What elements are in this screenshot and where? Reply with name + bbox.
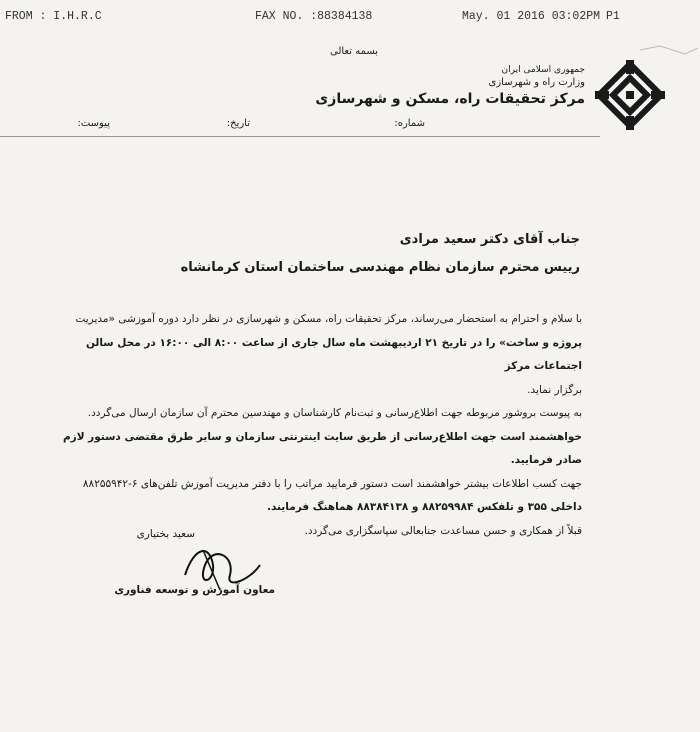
body-line: با سلام و احترام به استحضار می‌رساند، مرکز تحقیقات راه، مسکن و شهرسازی در نظر دارد دوره آموزشی «مدیریت (75, 313, 582, 325)
number-label: شماره: (394, 118, 425, 129)
ministry-country: جمهوری اسلامی ایران (501, 65, 585, 75)
recipient-name: جناب آقای دکتر سعید مرادی (399, 232, 580, 247)
ministry-header (315, 64, 585, 109)
body-line: خواهشمند است جهت اطلاع‌رسانی از طریق سایت اینترنتی سازمان و سایر طرق مقتضی دستور لازم صادر فرمایید. (62, 430, 582, 466)
fax-page: P1 (606, 10, 620, 23)
body-line: قبلاً از همکاری و حسن مساعدت جنابعالی سپاسگزاری می‌گردد. (304, 524, 582, 537)
recipient-title: رییس محترم سازمان نظام مهندسی ساختمان استان کرمانشاه (180, 260, 580, 275)
center-name: مرکز تحقیقات راه، مسکن و شهرسازی (315, 91, 585, 107)
body-line: پروژه و ساخت» را در تاریخ ۲۱ اردیبهشت ماه سال جاری از ساعت ۸:۰۰ الی ۱۶:۰۰ در محل سالن اجتماعات مرکز (85, 336, 582, 372)
fax-number: FAX NO. :88384138 (255, 10, 373, 23)
letter-body (62, 308, 582, 543)
letter-meta-row (35, 114, 595, 137)
body-line: برگزار نماید. (527, 383, 582, 396)
signatory-name: سعید بختیاری (136, 528, 195, 540)
attachment-label: پیوست: (77, 118, 110, 129)
center-logo-icon (595, 60, 665, 130)
ministry-name: وزارت راه و شهرسازی (488, 77, 585, 88)
date-label: تاریخ: (226, 118, 250, 129)
fax-datetime: May. 01 2016 03:02PM (462, 10, 601, 23)
body-line: به پیوست بروشور مربوطه جهت اطلاع‌رسانی و ثبت‌نام کارشناسان و مهندسین محترم آن سازمان ارسال می‌گردد. (87, 407, 582, 419)
fax-header (0, 8, 700, 26)
fax-from: FROM : I.H.R.C (5, 10, 102, 23)
basmala: بسمه تعالی (330, 46, 379, 57)
header-divider (0, 136, 600, 137)
body-line: جهت کسب اطلاعات بیشتر خواهشمند است دستور فرمایید مراتب را با دفتر مدیریت آموزش تلفن‌های ۶-۸۸۲۵۵۹۴۲ (82, 477, 582, 490)
body-line: داخلی ۳۵۵ و تلفکس ۸۸۲۵۹۹۸۴ و ۸۸۳۸۴۱۳۸ هماهنگ فرمایند. (266, 501, 582, 513)
signatory-title: معاون آموزش و توسعه فناوری (114, 584, 275, 596)
